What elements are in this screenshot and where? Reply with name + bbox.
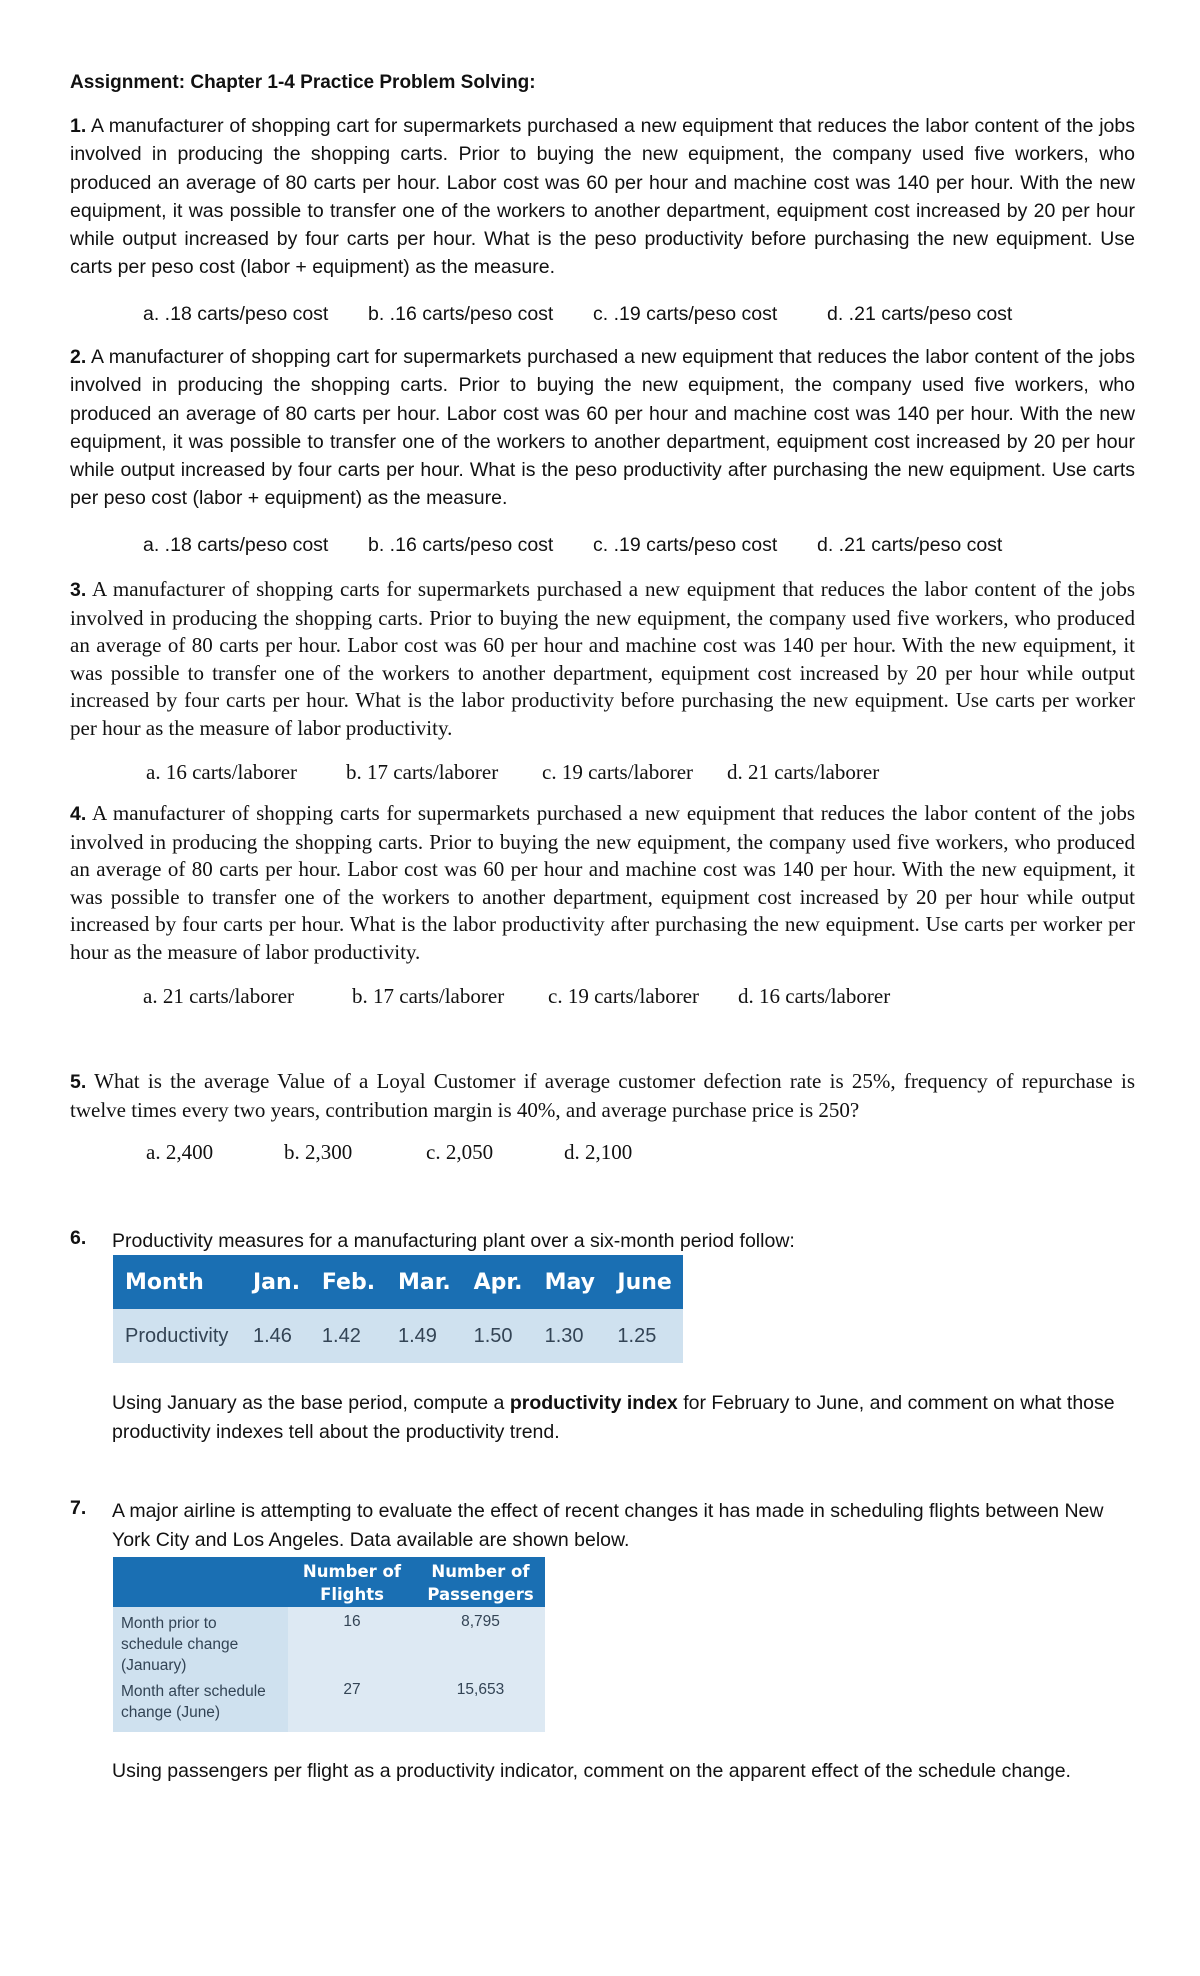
table-row-label: Month after schedule change (June): [113, 1675, 288, 1732]
table-header-cell: Apr.: [473, 1269, 523, 1295]
question-2-options: [143, 534, 1002, 557]
option-a[interactable]: a. 21 carts/laborer: [143, 984, 295, 1008]
option-b[interactable]: b. 2,300: [284, 1140, 353, 1164]
option-a[interactable]: a. 2,400: [146, 1140, 214, 1164]
table-header-blank: [113, 1557, 288, 1607]
question-6-intro: Productivity measures for a manufacturing plant over a six-month period follow:: [112, 1230, 795, 1252]
question-number: 5.: [70, 1071, 87, 1093]
table-cell: 27: [288, 1675, 416, 1732]
productivity-table: [113, 1255, 683, 1363]
page-title: Assignment: Chapter 1-4 Practice Problem Solving:: [70, 72, 536, 93]
question-6-instructions: [112, 1389, 1142, 1446]
instruction-text: Using January as the base period, compute a: [112, 1392, 510, 1414]
option-c[interactable]: c. .19 carts/peso cost: [593, 534, 778, 556]
question-number: 3.: [70, 579, 87, 601]
option-b[interactable]: b. .16 carts/peso cost: [368, 534, 554, 556]
table-cell: 1.30: [544, 1324, 584, 1347]
option-c[interactable]: c. .19 carts/peso cost: [593, 303, 778, 325]
table-header-cell: Month: [125, 1269, 204, 1295]
question-number: 4.: [70, 803, 87, 825]
question-4-options: [143, 984, 890, 1009]
option-d[interactable]: d. .21 carts/peso cost: [827, 303, 1013, 325]
question-5: [70, 1068, 1135, 1124]
table-header-cell: Feb.: [321, 1269, 376, 1295]
question-1: [70, 112, 1135, 282]
table-cell: 1.50: [473, 1324, 513, 1347]
option-c[interactable]: c. 19 carts/laborer: [542, 760, 694, 784]
table-cell: 1.49: [397, 1324, 437, 1347]
table-cell: 1.42: [321, 1324, 361, 1347]
table-cell: 1.46: [253, 1324, 292, 1347]
question-3-options: [146, 760, 879, 785]
question-text: A manufacturer of shopping carts for supermarkets purchased a new equipment that reduces the labor content of the jobs involved in producing the shopping carts. Prior to buying the new equipment, the company used five workers, who produced an average of 80 carts per hour. Labor cost was 60 per hour and machine cost was 140 per hour. With the new equipment, it was possible to transfer one of the workers to another department, equipment cost increased by 20 per hour while output increased by four carts per hour. What is the labor productivity before purchasing the new equipment. Use carts per worker per hour as the measure of labor productivity.: [70, 577, 1135, 740]
instruction-text: for February to June, and comment on what those productivity indexes tell about the productivity trend.: [112, 1392, 1115, 1443]
question-text: A manufacturer of shopping carts for supermarkets purchased a new equipment that reduces the labor content of the jobs involved in producing the shopping carts. Prior to buying the new equipment, the company used five workers, who produced an average of 80 carts per hour. Labor cost was 60 per hour and machine cost was 140 per hour. With the new equipment, it was possible to transfer one of the workers to another department, equipment cost increased by 20 per hour while output increased by four carts per hour. What is the labor productivity after purchasing the new equipment. Use carts per worker per hour as the measure of labor productivity.: [70, 801, 1135, 964]
question-7-number: 7.: [70, 1497, 87, 1519]
table-header-flights: Number of Flights: [288, 1557, 416, 1607]
question-number: 1.: [70, 115, 87, 137]
table-header-cell: June: [617, 1269, 672, 1295]
question-2: [70, 343, 1135, 513]
option-d[interactable]: d. 2,100: [564, 1140, 633, 1164]
option-d[interactable]: d. 16 carts/laborer: [738, 984, 891, 1008]
question-1-options: [143, 303, 1012, 326]
option-c[interactable]: c. 19 carts/laborer: [548, 984, 700, 1008]
question-4: [70, 800, 1135, 966]
table-cell: 16: [288, 1607, 416, 1675]
option-a[interactable]: a. .18 carts/peso cost: [143, 534, 329, 556]
question-7-intro: A major airline is attempting to evaluate the effect of recent changes it has made in scheduling flights between New York City and Los Angeles. Data available are shown below.: [112, 1500, 1104, 1551]
table-row-label: Month prior to schedule change (January): [113, 1607, 288, 1675]
option-b[interactable]: b. 17 carts/laborer: [346, 760, 499, 784]
table-cell: Productivity: [125, 1324, 229, 1347]
table-header-row: [113, 1255, 683, 1309]
airline-table: [113, 1557, 545, 1732]
table-row: [113, 1309, 683, 1363]
question-text: A manufacturer of shopping cart for supermarkets purchased a new equipment that reduces the labor content of the jobs involved in producing the shopping carts. Prior to buying the new equipment, the company used five workers, who produced an average of 80 carts per hour. Labor cost was 60 per hour and machine cost was 140 per hour. With the new equipment, it was possible to transfer one of the workers to another department, equipment cost increased by 20 per hour while output increased by four carts per hour. What is the peso productivity after purchasing the new equipment. Use carts per peso cost (labor + equipment) as the measure.: [70, 346, 1136, 510]
option-b[interactable]: b. 17 carts/laborer: [352, 984, 505, 1008]
question-6-number: 6.: [70, 1227, 87, 1249]
instruction-bold-text: productivity index: [509, 1392, 678, 1414]
table-header-cell: Jan.: [253, 1269, 301, 1295]
option-a[interactable]: a. .18 carts/peso cost: [143, 303, 329, 325]
option-c[interactable]: c. 2,050: [426, 1140, 494, 1164]
table-cell: 15,653: [416, 1675, 545, 1732]
question-3: [70, 576, 1135, 742]
question-5-options: [146, 1140, 632, 1165]
question-7-instructions: Using passengers per flight as a productivity indicator, comment on the apparent effect of the schedule change.: [112, 1760, 1071, 1782]
option-d[interactable]: d. .21 carts/peso cost: [817, 534, 1003, 556]
table-cell: 8,795: [416, 1607, 545, 1675]
question-number: 2.: [70, 346, 87, 368]
table-header-cell: May: [544, 1269, 596, 1295]
question-text: A manufacturer of shopping cart for supermarkets purchased a new equipment that reduces the labor content of the jobs involved in producing the shopping carts. Prior to buying the new equipment, the company used five workers, who produced an average of 80 carts per hour. Labor cost was 60 per hour and machine cost was 140 per hour. With the new equipment, it was possible to transfer one of the workers to another department, equipment cost increased by 20 per hour while output increased by four carts per hour. What is the peso productivity before purchasing the new equipment. Use carts per peso cost (labor + equipment) as the measure.: [70, 115, 1136, 279]
table-header-cell: Mar.: [397, 1269, 451, 1295]
table-cell: 1.25: [617, 1324, 657, 1347]
question-text: What is the average Value of a Loyal Customer if average customer defection rate is 25%, frequency of repurchase is twelve times every two years, contribution margin is 40%, and average purchase price is 250?: [70, 1069, 1135, 1122]
option-a[interactable]: a. 16 carts/laborer: [146, 760, 298, 784]
option-b[interactable]: b. .16 carts/peso cost: [368, 303, 554, 325]
option-d[interactable]: d. 21 carts/laborer: [727, 760, 880, 784]
table-header-passengers: Number of Passengers: [416, 1557, 545, 1607]
